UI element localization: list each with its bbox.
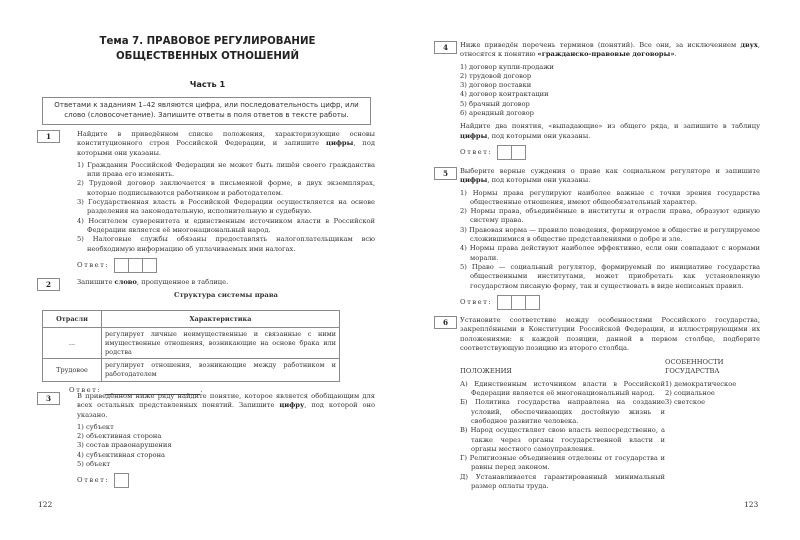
topic-title-line2: ОБЩЕСТВЕННЫХ ОТНОШЕНИЙ bbox=[116, 51, 299, 62]
table-cell: Трудовое bbox=[43, 359, 102, 382]
answer-cell[interactable] bbox=[114, 473, 129, 488]
answer-cells bbox=[115, 473, 129, 488]
provision-item: Д) Устанавливается гарантированный минимальный размер оплаты труда. bbox=[460, 472, 665, 491]
answer-cell[interactable] bbox=[497, 145, 512, 160]
answer-label: Ответ: bbox=[77, 260, 110, 269]
options-list bbox=[460, 63, 760, 119]
task-prompt: Выберите верные суждения о праве как социальном регуляторе и запишите цифры, под которыми они указаны. bbox=[460, 167, 760, 185]
option-item: 2) Нормы права, объединённые в институты и отрасли права, образуют единую систему права. bbox=[460, 207, 760, 225]
answer-row bbox=[460, 145, 760, 160]
part-title: Часть 1 bbox=[189, 79, 226, 89]
option-item: 3) Правовая норма — правило поведения, формируемое в обществе и регулируемое сложившимися в обществе представлениями о добре и зле. bbox=[460, 225, 760, 244]
provision-item: Б) Политика государства направлена на создание условий, обеспечивающих достойную жизнь и свободное развитие человека. bbox=[460, 398, 665, 425]
table-row bbox=[43, 359, 340, 382]
topic-title-line1: Тема 7. ПРАВОВОЕ РЕГУЛИРОВАНИЕ bbox=[99, 36, 316, 47]
task-number: 2 bbox=[37, 278, 60, 291]
table-header: Характеристика bbox=[102, 311, 340, 328]
options-list bbox=[460, 189, 760, 291]
right-column-header: ОСОБЕННОСТИ ГОСУДАРСТВА bbox=[665, 358, 724, 376]
feature-item: 3) светское bbox=[665, 398, 706, 407]
task-number: 1 bbox=[37, 130, 60, 143]
answer-cells bbox=[115, 258, 157, 273]
option-item: 2) трудовой договор bbox=[460, 71, 532, 80]
task-body bbox=[460, 41, 760, 160]
answer-cell[interactable] bbox=[114, 258, 129, 273]
table-cell: регулирует отношения, возникающие между работником и работодателем bbox=[102, 359, 340, 382]
option-item: 1) субъект bbox=[77, 422, 114, 431]
law-structure-table bbox=[42, 310, 340, 382]
answer-label: Ответ: bbox=[460, 147, 493, 156]
option-item: 2) объективная сторона bbox=[77, 432, 162, 441]
option-item: 4) Носителем суверенитета и единственным источником власти в Российской Федерации является её многонациональный народ. bbox=[77, 216, 375, 234]
option-item: 3) состав правонарушения bbox=[77, 441, 172, 450]
task-number: 6 bbox=[434, 316, 457, 329]
page-number: 122 bbox=[38, 500, 53, 509]
option-item: 1) договор купли-продажи bbox=[460, 62, 554, 71]
features-column bbox=[665, 380, 760, 492]
option-item: 4) Нормы права действуют наиболее эффективно, если они совпадают с нормами морали. bbox=[460, 244, 760, 262]
task-number: 3 bbox=[37, 392, 60, 405]
task-prompt: Установите соответствие между особенностями Российского государства, закреплёнными в Конституции Российской Федерации, и иллюстрирующими их положениями: к каждой позиции, данной в первом столбце, подберите соответствующую позицию из второго столбца. bbox=[460, 316, 760, 352]
option-item: 5) Право — социальный регулятор, формируемый по инициативе государства общественными институтами, может приобретать как установленную государством писаную форму, так и существовать в виде неписаных правил. bbox=[460, 262, 760, 290]
answer-row bbox=[77, 473, 375, 488]
left-column-header: ПОЛОЖЕНИЯ bbox=[460, 367, 512, 376]
option-item: 6) арендный договор bbox=[460, 109, 534, 118]
answer-label: Ответ: bbox=[69, 386, 102, 394]
option-item: 1) Гражданин Российской Федерации не может быть лишён своего гражданства или права его изменить. bbox=[77, 160, 375, 179]
provision-item: А) Единственным источником власти в Российской Федерации является её многонациональный народ. bbox=[460, 379, 665, 398]
option-item: 5) брачный договор bbox=[460, 99, 530, 108]
task-number: 4 bbox=[434, 41, 457, 54]
table-cell: регулирует личные неимущественные и связанные с ними имущественные отношения, возникающие на основе брака или родства bbox=[102, 328, 340, 359]
page-number: 123 bbox=[744, 500, 759, 509]
matching-columns bbox=[460, 380, 760, 492]
task-prompt: В приведённом ниже ряду найдите понятие, которое является обобщающим для всех остальных представленных понятий. Запишите цифру, под которой оно указано. bbox=[77, 392, 375, 419]
provision-item: В) Народ осуществляет свою власть непосредственно, а также через органы государственной власти и органы местного самоуправления. bbox=[460, 426, 665, 453]
option-item: 4) договор контрактации bbox=[460, 90, 549, 99]
feature-item: 1) демократическое bbox=[665, 379, 737, 388]
answer-cells bbox=[498, 295, 540, 310]
option-item: 4) субъективная сторона bbox=[77, 450, 166, 459]
right-page bbox=[400, 0, 800, 540]
task-followup: Найдите два понятия, «выпадающие» из общего ряда, и запишите в таблицу цифры, под которыми они указаны. bbox=[460, 122, 760, 140]
answer-cell[interactable] bbox=[525, 295, 540, 310]
answer-label: Ответ: bbox=[77, 476, 110, 485]
table-title: Структура системы права bbox=[174, 291, 278, 300]
option-item: 5) Налоговые службы обязаны предоставлять налогоплательщикам всю необходимую информацию об уплачиваемых ими налогах. bbox=[77, 235, 375, 253]
option-item: 2) Трудовой договор заключается в письменной форме, в двух экземплярах, которые подписываются работником и работодателем. bbox=[77, 179, 375, 197]
topic-title bbox=[40, 34, 375, 64]
option-item: 3) Государственная власть в Российской Федерации осуществляется на основе разделения на законодательную, исполнительную и судебную. bbox=[77, 198, 375, 216]
matching-headers bbox=[460, 358, 760, 377]
answer-label: Ответ: bbox=[460, 297, 493, 306]
task-body bbox=[460, 167, 760, 310]
task-number: 5 bbox=[434, 167, 457, 180]
answer-cell[interactable] bbox=[511, 295, 526, 310]
answer-row bbox=[460, 295, 760, 310]
answer-cell[interactable] bbox=[142, 258, 157, 273]
table-cell: ... bbox=[43, 328, 102, 359]
task-body bbox=[77, 130, 375, 273]
task-body bbox=[77, 278, 375, 301]
answer-cells bbox=[498, 145, 526, 160]
options-list bbox=[77, 161, 375, 254]
task-prompt: Ниже приведён перечень терминов (понятий). Все они, за исключением двух, относятся к понятию «гражданско-правовые договоры». bbox=[460, 41, 760, 59]
provision-item: Г) Религиозные объединения отделены от государства и равны перед законом. bbox=[460, 454, 665, 472]
provisions-column bbox=[460, 380, 665, 492]
option-item: 5) объект bbox=[77, 460, 111, 469]
answer-suffix: . bbox=[200, 386, 204, 394]
answer-cell[interactable] bbox=[128, 258, 143, 273]
option-item: 1) Нормы права регулируют наиболее важные с точки зрения государства общественные отношения, имеют общеобязательный характер. bbox=[460, 188, 760, 206]
options-list bbox=[77, 423, 375, 469]
table-header: Отрасли bbox=[43, 311, 102, 328]
answer-cell[interactable] bbox=[511, 145, 526, 160]
task-body bbox=[460, 316, 760, 491]
task-body bbox=[77, 392, 375, 488]
task-prompt: Запишите слово, пропущенное в таблице. bbox=[77, 278, 229, 286]
answer-cell[interactable] bbox=[497, 295, 512, 310]
instruction-box: Ответами к заданиям 1–42 являются цифра, или последовательность цифр, или слово (словосочетание). Запишите ответы в поля ответов в тексте работы. bbox=[42, 97, 371, 125]
answer-row bbox=[77, 258, 375, 273]
option-item: 3) договор поставки bbox=[460, 81, 532, 90]
table-row bbox=[43, 328, 340, 359]
table-header-row bbox=[43, 311, 340, 328]
task-prompt: Найдите в приведённом списке положения, характеризующие основы конституционного строя Российской Федерации, и запишите цифры, под которыми они указаны. bbox=[77, 130, 375, 157]
feature-item: 2) социальное bbox=[665, 389, 715, 398]
